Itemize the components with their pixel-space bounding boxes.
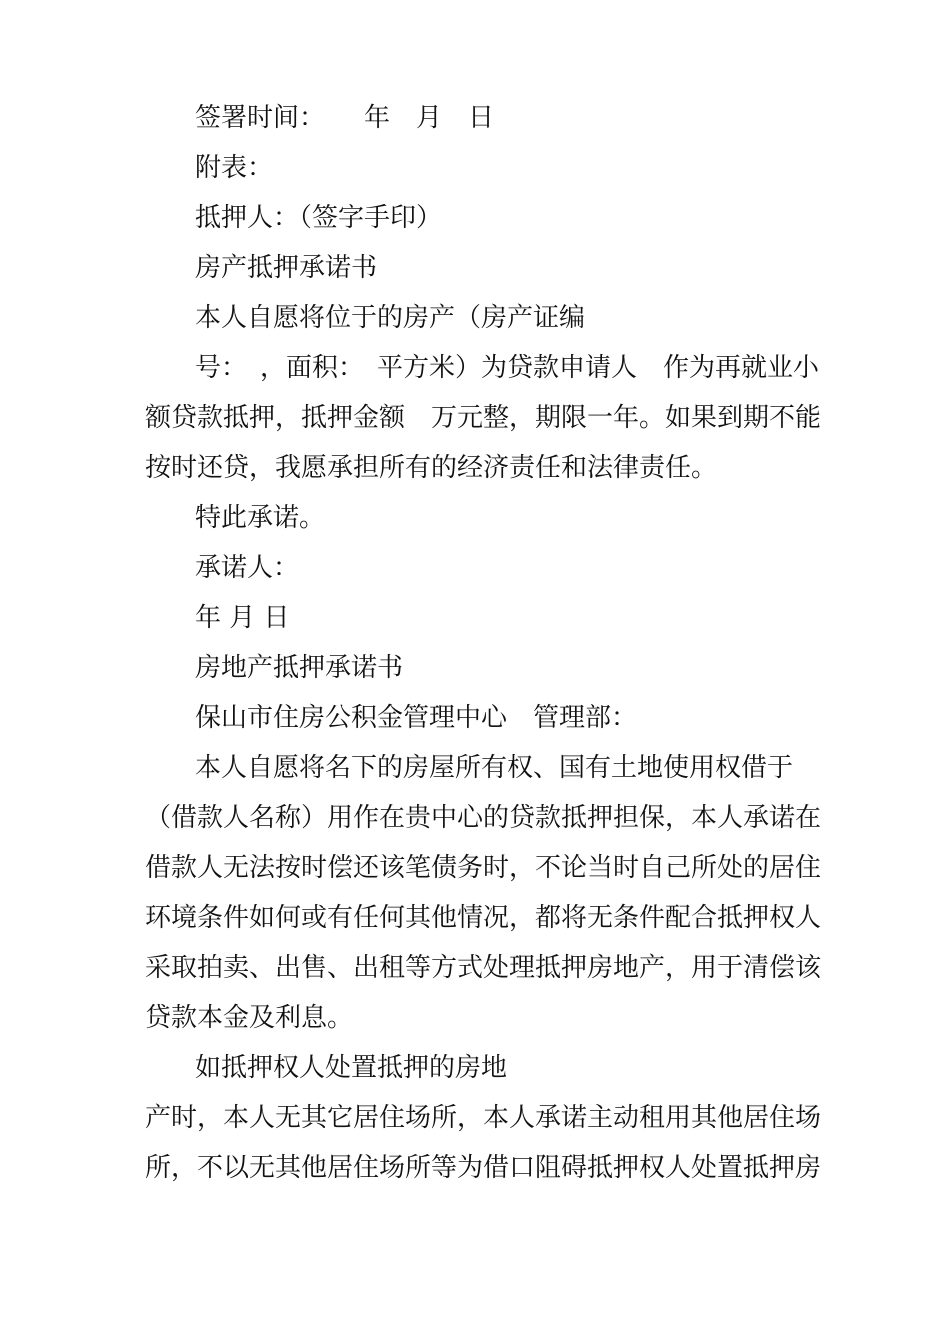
promisor-label: 承诺人： xyxy=(195,553,300,583)
paragraph-line: 采取拍卖、出售、出租等方式处理抵押房地产，用于清偿该 xyxy=(145,953,822,983)
paragraph-line: 所，不以无其他居住场所等为借口阻碍抵押权人处置抵押房 xyxy=(145,1153,822,1183)
paragraph-line: 号： ，面积： 平方米）为贷款申请人 作为再就业小 xyxy=(195,353,820,383)
section-title-property-pledge: 房产抵押承诺书 xyxy=(195,253,378,283)
date-line: 年 月 日 xyxy=(195,603,290,633)
paragraph-line: 如抵押权人处置抵押的房地 xyxy=(195,1053,508,1083)
paragraph-line: （借款人名称）用作在贵中心的贷款抵押担保，本人承诺在 xyxy=(145,803,822,833)
paragraph-line: 按时还贷，我愿承担所有的经济责任和法律责任。 xyxy=(145,453,718,483)
paragraph-line: 环境条件如何或有任何其他情况，都将无条件配合抵押权人 xyxy=(145,903,822,933)
closing-statement: 特此承诺。 xyxy=(195,503,326,533)
paragraph-line: 本人自愿将位于的房产（房产证编 xyxy=(195,303,586,333)
appendix-label: 附表： xyxy=(195,153,274,183)
paragraph-line: 本人自愿将名下的房屋所有权、国有土地使用权借于 xyxy=(195,753,794,783)
paragraph-line: 贷款本金及利息。 xyxy=(145,1003,354,1033)
paragraph-line: 额贷款抵押，抵押金额 万元整，期限一年。如果到期不能 xyxy=(145,403,822,433)
section-title-real-estate-pledge: 房地产抵押承诺书 xyxy=(195,653,404,683)
addressee-line: 保山市住房公积金管理中心 管理部： xyxy=(195,703,638,733)
paragraph-line: 借款人无法按时偿还该笔债务时，不论当时自己所处的居住 xyxy=(145,853,822,883)
paragraph-line: 产时，本人无其它居住场所，本人承诺主动租用其他居住场 xyxy=(145,1103,822,1133)
mortgagor-signature-line: 抵押人：（签字手印） xyxy=(195,203,443,233)
signing-date-line: 签署时间： 年 月 日 xyxy=(195,103,495,133)
